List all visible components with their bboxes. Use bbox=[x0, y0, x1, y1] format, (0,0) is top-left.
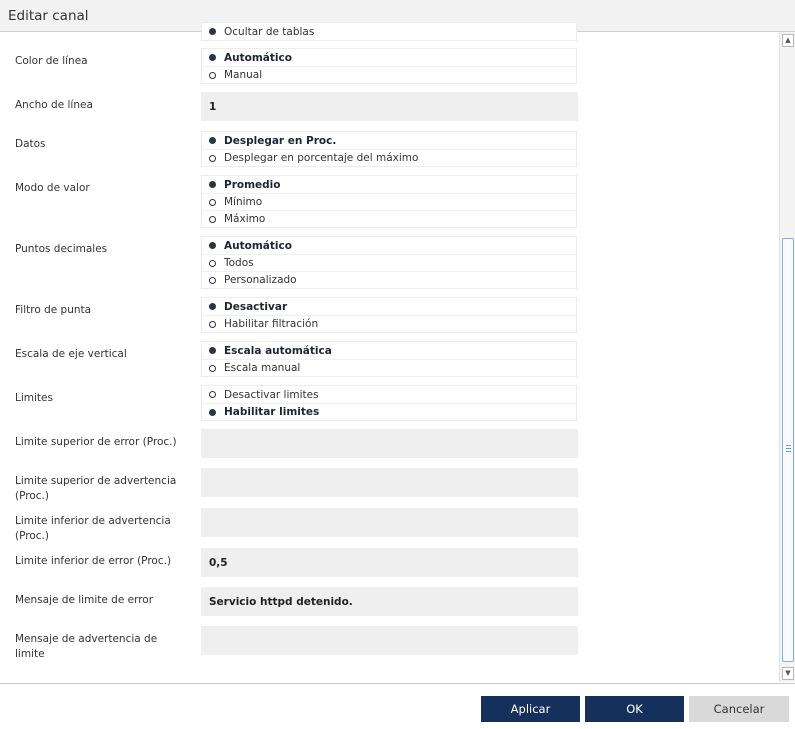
lower-error-limit-label: Limite inferior de error (Proc.) bbox=[15, 555, 172, 567]
line-width-label: Ancho de línea bbox=[15, 99, 93, 111]
radio-unselected-icon bbox=[209, 391, 216, 398]
radio-option-disable[interactable]: Desactivar bbox=[202, 298, 576, 315]
radio-unselected-icon bbox=[209, 365, 216, 372]
radio-unselected-icon bbox=[209, 72, 216, 79]
radio-option-disable-limits[interactable]: Desactivar limites bbox=[202, 386, 576, 403]
scrollbar-grip-icon bbox=[786, 445, 791, 452]
upper-error-limit-field[interactable] bbox=[201, 429, 578, 458]
spike-filter-radio-group bbox=[201, 297, 577, 333]
error-limit-message-field[interactable]: Servicio httpd detenido. bbox=[201, 587, 578, 616]
dialog-title: Editar canal bbox=[8, 8, 89, 24]
radio-option-enable-limits[interactable]: Habilitar limites bbox=[202, 403, 576, 420]
lower-warning-limit-field[interactable] bbox=[201, 508, 578, 537]
vertical-scrollbar[interactable] bbox=[779, 32, 795, 682]
lower-error-limit-field[interactable]: 0,5 bbox=[201, 548, 578, 577]
upper-warning-limit-field[interactable] bbox=[201, 468, 578, 497]
radio-option-auto-scale[interactable]: Escala automática bbox=[202, 342, 576, 359]
line-width-field[interactable]: 1 bbox=[201, 92, 578, 121]
radio-selected-icon bbox=[209, 28, 216, 35]
radio-selected-icon bbox=[209, 242, 216, 249]
lower-warning-limit-label: Limite inferior de advertencia (Proc.) bbox=[15, 515, 171, 542]
limits-label: Limites bbox=[15, 392, 53, 404]
radio-selected-icon bbox=[209, 303, 216, 310]
scroll-up-arrow-icon[interactable]: ▲ bbox=[782, 34, 794, 47]
radio-option-display-percent-max[interactable]: Desplegar en porcentaje del máximo bbox=[202, 149, 576, 166]
radio-unselected-icon bbox=[209, 155, 216, 162]
radio-option-automatic[interactable]: Automático bbox=[202, 237, 576, 254]
radio-unselected-icon bbox=[209, 260, 216, 267]
decimal-points-label: Puntos decimales bbox=[15, 243, 108, 255]
radio-option-manual-scale[interactable]: Escala manual bbox=[202, 359, 576, 376]
scrollbar-thumb[interactable] bbox=[782, 238, 794, 662]
data-label: Datos bbox=[15, 138, 46, 150]
apply-button[interactable]: Aplicar bbox=[481, 696, 580, 722]
value-mode-radio-group bbox=[201, 175, 577, 228]
vertical-axis-scale-label: Escala de eje vertical bbox=[15, 348, 127, 360]
line-color-label: Color de línea bbox=[15, 55, 88, 67]
cancel-button[interactable]: Cancelar bbox=[689, 696, 789, 722]
dialog-content[interactable] bbox=[0, 25, 779, 682]
radio-option-maximum[interactable]: Máximo bbox=[202, 210, 576, 227]
ok-button[interactable]: OK bbox=[585, 696, 684, 722]
decimal-points-radio-group bbox=[201, 236, 577, 289]
spike-filter-label: Filtro de punta bbox=[15, 304, 92, 316]
radio-selected-icon bbox=[209, 409, 216, 416]
partial-radio-group bbox=[201, 22, 577, 41]
line-color-radio-group bbox=[201, 48, 577, 84]
radio-selected-icon bbox=[209, 347, 216, 354]
radio-selected-icon bbox=[209, 137, 216, 144]
radio-unselected-icon bbox=[209, 199, 216, 206]
radio-unselected-icon bbox=[209, 277, 216, 284]
radio-option-minimum[interactable]: Mínimo bbox=[202, 193, 576, 210]
scroll-down-arrow-icon[interactable]: ▼ bbox=[782, 667, 794, 680]
radio-option-display-proc[interactable]: Desplegar en Proc. bbox=[202, 132, 576, 149]
upper-warning-limit-label: Limite superior de advertencia (Proc.) bbox=[15, 475, 177, 502]
dialog-footer bbox=[0, 683, 795, 729]
limits-radio-group bbox=[201, 385, 577, 421]
radio-unselected-icon bbox=[209, 216, 216, 223]
radio-unselected-icon bbox=[209, 321, 216, 328]
upper-error-limit-label: Limite superior de error (Proc.) bbox=[15, 436, 177, 448]
radio-option-hide-from-tables[interactable]: Ocultar de tablas bbox=[202, 23, 576, 40]
error-limit-message-label: Mensaje de limite de error bbox=[15, 594, 154, 606]
data-radio-group bbox=[201, 131, 577, 167]
value-mode-label: Modo de valor bbox=[15, 182, 90, 194]
warning-limit-message-field[interactable] bbox=[201, 626, 578, 655]
radio-selected-icon bbox=[209, 54, 216, 61]
radio-option-custom[interactable]: Personalizado bbox=[202, 271, 576, 288]
radio-option-automatic[interactable]: Automático bbox=[202, 49, 576, 66]
radio-option-all[interactable]: Todos bbox=[202, 254, 576, 271]
vertical-axis-scale-radio-group bbox=[201, 341, 577, 377]
radio-selected-icon bbox=[209, 181, 216, 188]
radio-option-enable-filtering[interactable]: Habilitar filtración bbox=[202, 315, 576, 332]
radio-option-average[interactable]: Promedio bbox=[202, 176, 576, 193]
warning-limit-message-label: Mensaje de advertencia de limite bbox=[15, 633, 158, 660]
radio-option-manual[interactable]: Manual bbox=[202, 66, 576, 83]
